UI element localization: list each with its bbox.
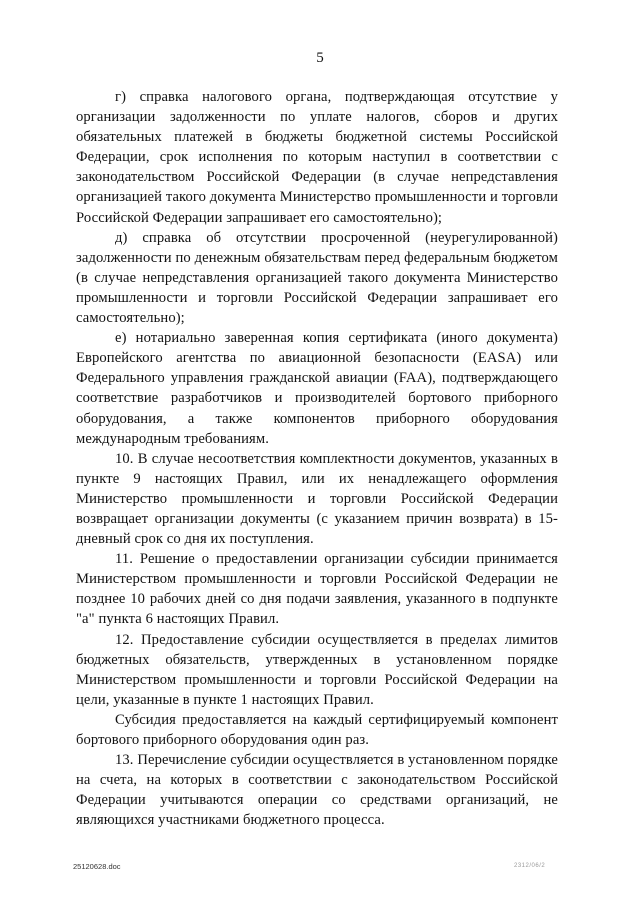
paragraph-point-12: 12. Предоставление субсидии осуществляется в пределах лимитов бюджетных обязательств, утвержденных в установленном порядке Министерством промышленности и торговли Российской Федерации на цели, указанные в пункте 1 настоящих Правил. bbox=[76, 631, 558, 708]
paragraph-point-13: 13. Перечисление субсидии осуществляется в установленном порядке на счета, на которых в соответствии с законодательством Российской Федерации учитываются операции со средствами организаций, не являющихся участниками бюджетного процесса. bbox=[76, 752, 558, 829]
page-number: 5 bbox=[316, 50, 324, 66]
paragraph-subpoint-g: г) справка налогового органа, подтверждающая отсутствие у организации задолженности по уплате налогов, сборов и других обязательных платежей в бюджеты бюджетной системы Российской Федерации, срок исполнения по которым наступил в соответствии с законодательством Российской Федерации (в случае непредставления организацией такого документа Министерство промышленности и торговли Российской Федерации запрашивает его самостоятельно); bbox=[76, 89, 558, 226]
paragraph-subpoint-e: е) нотариально заверенная копия сертификата (иного документа) Европейского агентства по авиационной безопасности (EASA) или Федерального управления гражданской авиации (FAA), подтверждающего соответствие разработчиков и производителей бортового приборного оборудования, а также компонентов приборного оборудования международным требованиям. bbox=[76, 330, 558, 447]
paragraph-point-10: 10. В случае несоответствия комплектности документов, указанных в пункте 9 настоящих Правил, или их ненадлежащего оформления Министерство промышленности и торговли Российской Федерации возвращает организации документы (с указанием причин возврата) в 15-дневный срок со дня их поступления. bbox=[76, 450, 558, 548]
document-body bbox=[76, 87, 558, 830]
paragraph-point-11: 11. Решение о предоставлении организации субсидии принимается Министерством промышленности и торговли Российской Федерации не позднее 10 рабочих дней со дня подачи заявления, указанного в подпункте "а" пункта 6 настоящих Правил. bbox=[76, 551, 558, 628]
footer-faint-mark: 2312/06/2 bbox=[514, 863, 546, 869]
paragraph-subpoint-d: д) справка об отсутствии просроченной (неурегулированной) задолженности по денежным обязательствам перед федеральным бюджетом (в случае непредставления организацией такого документа Министерство промышленности и торговли Российской Федерации запрашивает его самостоятельно); bbox=[76, 229, 558, 327]
paragraph-subsidy-note: Субсидия предоставляется на каждый сертифицируемый компонент бортового приборного оборудования один раз. bbox=[76, 711, 558, 748]
footer-doc-id: 25120628.doc bbox=[73, 862, 121, 871]
